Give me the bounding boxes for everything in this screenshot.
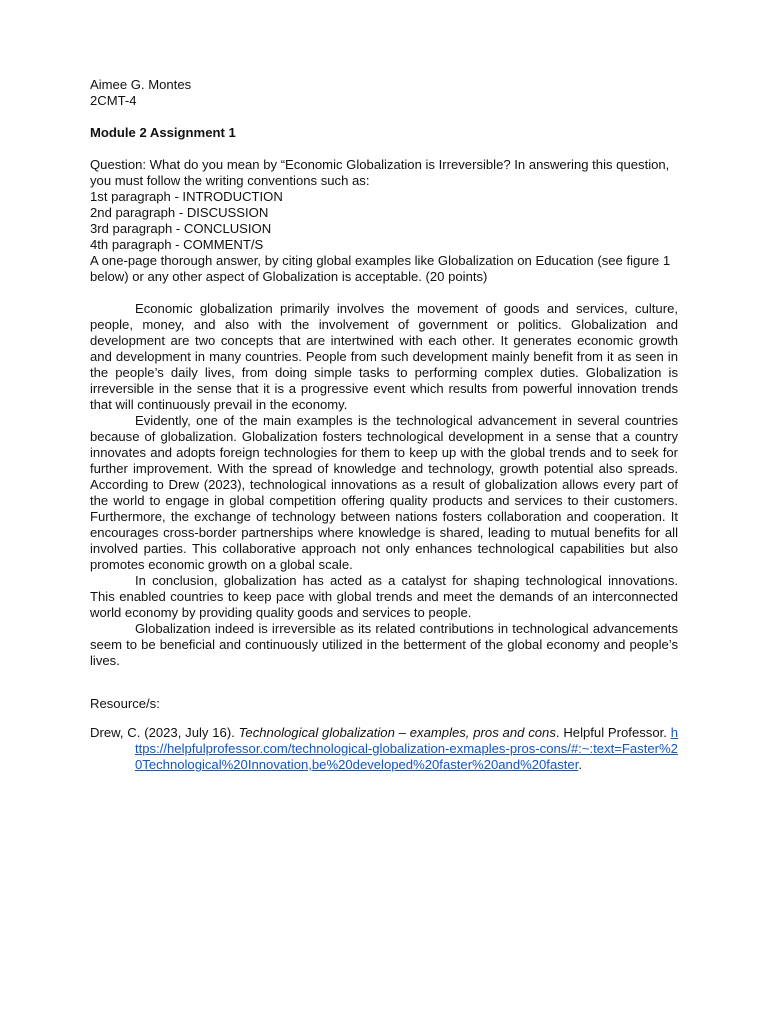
question-instructions: A one-page thorough answer, by citing global examples like Globalization on Education (see figure 1 below) or any other aspect of Globalization is acceptable. (20 points) (90, 253, 671, 284)
essay-paragraph-discussion: Evidently, one of the main examples is the technological advancement in several countries because of globalization. Globalization fosters technological development in a sense that a country innovates and adopts foreign technologies for them to keep up with the global trends and to seek for further improvement. With the spread of knowledge and technology, growth potential also spreads. According to Drew (2023), technological innovations as a result of globalization allows every part of the world to engage in global competition offering quality products and services to their customers. Furthermore, the exchange of technology between nations fosters collaboration and cooperation. It encourages cross-border partnerships where knowledge is shared, leading to mutual benefits for all involved parties. This collaborative approach not only enhances technological capabilities but also promotes economic growth on a global scale. (90, 413, 678, 572)
essay-paragraph-introduction: Economic globalization primarily involves the movement of goods and services, culture, people, money, and also with the involvement of government or politics. Globalization and development are two concepts that are intertwined with each other. It generates economic growth and development in many countries. People from such development mainly benefit from it as seen in the people’s daily lives, from doing simple tasks to performing complex duties. Globalization is irreversible in the sense that it is a progressive event which results from powerful innovation trends that will continuously prevail in the economy. (90, 301, 678, 412)
essay-paragraph-comment: Globalization indeed is irreversible as its related contributions in technological advancements seem to be beneficial and continuously utilized in the betterment of the global economy and people’s lives. (90, 621, 678, 668)
spacer (90, 669, 678, 696)
reference-suffix: . Helpful Professor. (555, 725, 671, 740)
spacer (90, 141, 678, 157)
question-item-introduction: 1st paragraph - INTRODUCTION (90, 189, 283, 204)
question-block (90, 157, 678, 285)
document-page (90, 77, 678, 773)
reference-prefix: Drew, C. (2023, July 16). (90, 725, 239, 740)
spacer (90, 712, 678, 725)
essay-body (90, 301, 678, 669)
spacer (90, 285, 678, 301)
question-item-conclusion: 3rd paragraph - CONCLUSION (90, 221, 272, 236)
author-name: Aimee G. Montes (90, 77, 192, 92)
spacer (90, 109, 678, 125)
reference-link[interactable]: https://helpfulprofessor.com/technological-globalization-exmaples-pros-cons/#:~:text=Faster%20Technological%20Innovation,be%20developed%20faster%20and%20faster (135, 725, 678, 772)
reference-entry (90, 725, 678, 773)
essay-paragraph-conclusion: In conclusion, globalization has acted as a catalyst for shaping technological innovations. This enabled countries to keep pace with global trends and meet the demands of an interconnected world economy by providing quality goods and services to people. (90, 573, 678, 620)
class-section: 2CMT-4 (90, 93, 137, 108)
question-prompt: Question: What do you mean by “Economic Globalization is Irreversible? In answering this question, you must follow the writing conventions such as: (90, 157, 670, 188)
question-item-comments: 4th paragraph - COMMENT/S (90, 237, 264, 252)
assignment-title: Module 2 Assignment 1 (90, 125, 236, 140)
reference-end: . (578, 757, 582, 772)
question-item-discussion: 2nd paragraph - DISCUSSION (90, 205, 269, 220)
reference-title: Technological globalization – examples, pros and cons (238, 725, 556, 740)
resources-heading: Resource/s: (90, 696, 160, 711)
